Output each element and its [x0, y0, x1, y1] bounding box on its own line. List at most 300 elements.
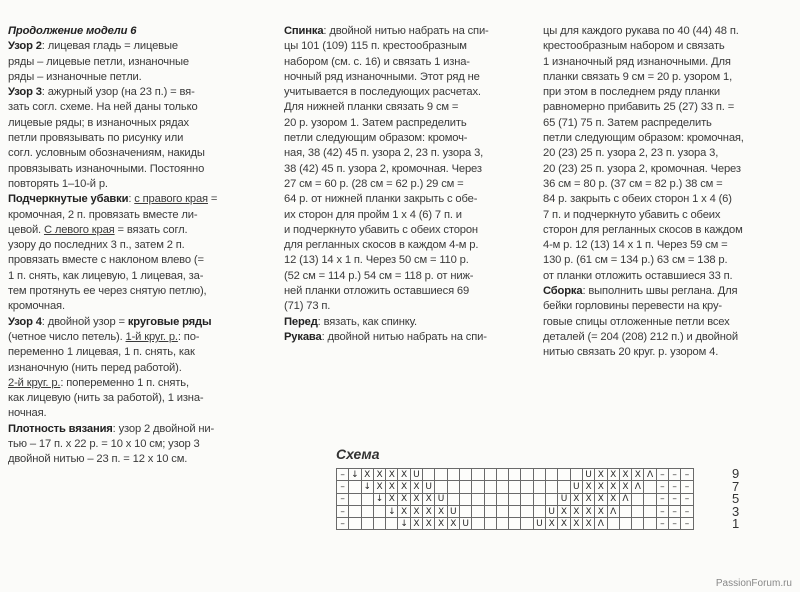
scheme-cell [509, 518, 521, 530]
text-line [284, 223, 530, 238]
scheme-cell: X [373, 481, 385, 493]
scheme-cell: – [656, 505, 668, 517]
scheme-cell [570, 469, 582, 481]
scheme-cell [632, 493, 644, 505]
text-segment: цевой. [8, 223, 44, 236]
text-line [284, 315, 530, 330]
scheme-cell: – [681, 505, 693, 517]
text-segment: 36 см = 80 р. (37 см = 82 р.) 38 см = [543, 177, 723, 190]
text-segment: 4-м р. 12 (13) 14 х 1 п. Через 59 см = [543, 239, 728, 252]
scheme-cell [533, 505, 545, 517]
scheme-cell: – [669, 481, 681, 493]
scheme-cell: ⴷ [632, 481, 644, 493]
scheme-cell [509, 493, 521, 505]
text-segment: Рукава [284, 330, 322, 343]
scheme-cell [447, 493, 459, 505]
text-line [284, 208, 530, 223]
scheme-cell: U [533, 518, 545, 530]
text-line [8, 406, 270, 421]
text-segment: 20 (23) 25 п. узора 2, кромочная. Через [543, 162, 741, 175]
scheme-cell [435, 481, 447, 493]
scheme-cell: ↓ [386, 505, 398, 517]
text-segment: тем протянуть ее через снятую петлю), [8, 285, 207, 298]
scheme-cell: – [681, 493, 693, 505]
scheme-cell [459, 481, 471, 493]
scheme-cell: X [619, 481, 631, 493]
text-segment: бейки горловины перевести на кру- [543, 300, 723, 313]
text-segment: 1-й круг. р. [125, 330, 178, 343]
scheme-cell: – [337, 518, 349, 530]
scheme-cell [484, 505, 496, 517]
scheme-cell [361, 505, 373, 517]
text-segment: изнаночную (нить перед работой). [8, 361, 182, 374]
scheme-cell: X [435, 518, 447, 530]
text-segment: = [207, 193, 218, 206]
scheme-cell [484, 481, 496, 493]
scheme-cell: – [681, 469, 693, 481]
scheme-cell [546, 481, 558, 493]
scheme-cell [435, 469, 447, 481]
scheme-cell: – [681, 481, 693, 493]
scheme-cell [373, 505, 385, 517]
text-segment: : узор 2 двойной ни- [112, 422, 215, 435]
text-segment: 65 (71) 75 п. Затем распределить [543, 116, 712, 129]
text-segment: сторон для регланных скосов в каждом [543, 223, 743, 236]
scheme-cell [361, 493, 373, 505]
scheme-row-label: 7 [732, 478, 740, 494]
text-segment: 1 п. снять, как лицевую, 1 лицевая, за- [8, 269, 204, 282]
scheme-cell [459, 493, 471, 505]
text-segment: круговые ряды [127, 315, 212, 328]
scheme-cell [472, 481, 484, 493]
scheme-cell: X [632, 469, 644, 481]
text-segment: 64 р. от нижней планки закрыть с обе- [284, 193, 478, 206]
text-segment: крестообразным набором и связать [543, 40, 725, 53]
scheme-cell [521, 481, 533, 493]
text-line [543, 24, 793, 39]
scheme-cell [546, 469, 558, 481]
scheme-cell [644, 481, 656, 493]
text-segment: 1 изнаночный ряд изнаночными. Для [543, 55, 731, 68]
text-line [543, 284, 793, 299]
scheme-cell: – [337, 469, 349, 481]
text-line [543, 100, 793, 115]
text-segment: их сторон для пройм 1 х 4 (6) 7 п. и [284, 208, 462, 221]
text-line [8, 131, 270, 146]
text-segment: : двойной нитью набрать на спи- [321, 330, 487, 343]
scheme-cell: X [570, 518, 582, 530]
text-line [543, 330, 793, 345]
scheme-cell: – [656, 518, 668, 530]
scheme-cell: X [607, 469, 619, 481]
text-line [284, 284, 530, 299]
text-segment: 7 п. и подчеркнуто убавить с обеих [543, 208, 721, 221]
text-segment: : [128, 193, 135, 206]
scheme-cell: ↓ [398, 518, 410, 530]
scheme-cell [423, 469, 435, 481]
scheme-cell: X [582, 493, 594, 505]
scheme-cell [521, 518, 533, 530]
text-segment: 20 р. узором 1. Затем распределить [284, 116, 467, 129]
text-line [8, 208, 270, 223]
text-line [284, 55, 530, 70]
text-line [8, 177, 270, 192]
text-segment: планки связать 9 см = 20 р. узором 1, [543, 70, 733, 83]
text-segment: деталей (= 204 (208) 212 п.) и двойной [543, 330, 738, 343]
scheme-row-label: 5 [732, 491, 740, 507]
text-segment: нитью связать 20 круг. р. узором 4. [543, 346, 719, 359]
text-line [284, 192, 530, 207]
text-line [8, 70, 270, 85]
scheme-cell: U [546, 505, 558, 517]
text-line [543, 208, 793, 223]
text-segment: Плотность вязания [8, 422, 113, 435]
scheme-cell: U [423, 481, 435, 493]
scheme-cell: X [398, 493, 410, 505]
scheme-cell: X [410, 481, 422, 493]
text-segment: 20 (23) 25 п. узора 2, 23 п. узора 3, [543, 147, 719, 160]
scheme-cell [447, 469, 459, 481]
scheme-cell [496, 481, 508, 493]
text-line [284, 146, 530, 161]
text-line [284, 162, 530, 177]
scheme-cell: X [410, 518, 422, 530]
text-line [8, 192, 270, 207]
text-line [8, 361, 270, 376]
scheme-cell [632, 518, 644, 530]
text-line [8, 253, 270, 268]
text-line [543, 299, 793, 314]
scheme-cell: – [337, 493, 349, 505]
text-segment: как лицевую (нить за работой), 1 изна- [8, 392, 204, 405]
scheme-cell: X [423, 493, 435, 505]
text-segment: тью – 17 п. х 22 р. = 10 х 10 см; узор 3 [8, 438, 200, 451]
scheme-cell: – [681, 518, 693, 530]
text-line [284, 100, 530, 115]
scheme-cell [373, 518, 385, 530]
scheme-cell: X [361, 469, 373, 481]
text-segment: кромочная, 2 п. провязать вместе ли- [8, 208, 198, 221]
text-segment: ночная. [8, 407, 47, 420]
text-segment: : ажурный узор (на 23 п.) = вя- [41, 86, 195, 99]
text-segment: кромочная. [8, 300, 65, 313]
scheme-cell: U [570, 481, 582, 493]
text-segment: ная, 38 (42) 45 п. узора 2, 23 п. узора 3, [284, 147, 484, 160]
text-segment: ночный ряд изнаночными. Этот ряд не [284, 70, 480, 83]
text-segment: с правого края [134, 193, 208, 206]
scheme-cell [533, 493, 545, 505]
text-segment: Перед [284, 315, 318, 328]
text-segment: учитывается в последующих расчетах. [284, 86, 481, 99]
text-line [543, 315, 793, 330]
scheme-cell: U [410, 469, 422, 481]
text-segment: С левого края [43, 223, 115, 236]
text-column-3 [543, 24, 793, 361]
scheme-cell: X [570, 493, 582, 505]
text-line [284, 116, 530, 131]
scheme-cell [349, 505, 361, 517]
scheme-cell: X [558, 518, 570, 530]
scheme-cell: – [669, 518, 681, 530]
scheme-cell [472, 518, 484, 530]
scheme-cell: X [595, 505, 607, 517]
text-line [284, 85, 530, 100]
text-segment: Спинка [284, 25, 324, 37]
text-segment: лицевые ряды; в изнаночных рядах [8, 116, 189, 129]
scheme-cell [496, 518, 508, 530]
scheme-cell: X [410, 493, 422, 505]
scheme-cell: ⴷ [644, 469, 656, 481]
scheme-cell: X [595, 493, 607, 505]
text-segment: провязывать изнаночными. Постоянно [8, 162, 205, 175]
text-line [8, 437, 270, 452]
text-line [543, 116, 793, 131]
text-line [8, 24, 270, 39]
scheme-cell: X [607, 481, 619, 493]
scheme-row-label: 1 [732, 516, 740, 532]
scheme-cell [521, 505, 533, 517]
text-segment: двойной нитью – 23 п. = 12 х 10 см. [8, 453, 188, 466]
text-segment: согл. условным обозначениям, накиды [8, 147, 205, 160]
text-line [543, 177, 793, 192]
text-segment: набором (см. с. 16) и связать 1 изна- [284, 55, 470, 68]
text-column-1 [8, 24, 270, 468]
text-line [284, 177, 530, 192]
scheme-cell: X [570, 505, 582, 517]
scheme-cell [361, 518, 373, 530]
scheme-cell [509, 469, 521, 481]
scheme-cell [644, 518, 656, 530]
scheme-row-labels [732, 468, 739, 531]
text-segment: 12 (13) 14 х 1 п. Через 50 см = 110 р. [284, 254, 469, 267]
scheme-cell: X [582, 518, 594, 530]
scheme-cell [644, 505, 656, 517]
text-segment: Узор 4 [8, 315, 42, 328]
scheme-cell [558, 469, 570, 481]
text-segment: петли следующим образом: кромоч- [284, 132, 468, 145]
text-segment: петли провязывать по рисунку или [8, 132, 184, 145]
scheme-cell: X [595, 481, 607, 493]
text-line [8, 162, 270, 177]
text-segment: : по- [177, 330, 200, 343]
text-segment: 130 р. (61 см = 134 р.) 63 см = 138 р. [543, 254, 728, 267]
scheme-cell: X [398, 481, 410, 493]
text-segment: говые спицы отложенные петли всех [543, 315, 730, 328]
text-line [543, 39, 793, 54]
scheme-cell: X [582, 481, 594, 493]
text-segment: : попеременно 1 п. снять, [60, 376, 189, 389]
scheme-cell: – [337, 481, 349, 493]
text-line [284, 39, 530, 54]
text-segment: цы 101 (109) 115 п. крестообразным [284, 40, 467, 53]
scheme-cell [447, 481, 459, 493]
text-segment: ряды – изнаночные петли. [8, 70, 142, 83]
scheme-cell [607, 518, 619, 530]
text-column-2 [284, 24, 530, 345]
scheme-cell: – [656, 493, 668, 505]
text-segment: : лицевая гладь = лицевые [41, 40, 178, 53]
text-segment: повторять 1–10-й р. [8, 177, 108, 190]
text-line [543, 70, 793, 85]
scheme-grid [336, 468, 694, 530]
scheme-cell: X [607, 493, 619, 505]
scheme-cell [496, 469, 508, 481]
scheme-row [337, 469, 694, 481]
text-segment: от планки отложить оставшиеся 33 п. [543, 269, 733, 282]
scheme-cell [386, 518, 398, 530]
text-line [284, 299, 530, 314]
text-line [543, 223, 793, 238]
scheme-cell: U [459, 518, 471, 530]
text-segment: Узор 2 [8, 40, 42, 53]
text-segment: Для нижней планки связать 9 см = [284, 101, 459, 114]
scheme-cell: X [386, 493, 398, 505]
scheme-cell: X [373, 469, 385, 481]
text-segment: 2-й круг. р. [8, 376, 61, 389]
scheme-cell [349, 481, 361, 493]
scheme-cell: X [558, 505, 570, 517]
text-segment: Подчеркнутые убавки [8, 193, 129, 206]
text-segment: зать согл. схеме. На ней даны только [8, 101, 198, 114]
text-line [543, 192, 793, 207]
scheme-cell: U [447, 505, 459, 517]
scheme-title: Схема [336, 446, 380, 462]
text-line [8, 39, 270, 54]
scheme-cell [533, 481, 545, 493]
text-segment: узору до последних 3 п., затем 2 п. [8, 239, 185, 252]
text-segment: ряды – лицевые петли, изнаночные [8, 55, 189, 68]
text-line [284, 131, 530, 146]
scheme-cell: X [447, 518, 459, 530]
text-line [8, 55, 270, 70]
scheme-cell: X [595, 469, 607, 481]
text-line [8, 422, 270, 437]
scheme-cell [484, 493, 496, 505]
scheme-cell: – [669, 493, 681, 505]
scheme-cell: X [410, 505, 422, 517]
text-segment: переменно 1 лицевая, 1 п. снять, как [8, 346, 195, 359]
text-segment: (52 см = 114 р.) 54 см = 118 р. от ниж- [284, 269, 474, 282]
text-line [8, 146, 270, 161]
text-line [543, 269, 793, 284]
scheme-cell [472, 469, 484, 481]
text-line [284, 24, 530, 39]
text-line [284, 253, 530, 268]
scheme-cell [509, 505, 521, 517]
scheme-cell: X [386, 481, 398, 493]
text-segment: (71) 73 п. [284, 300, 331, 313]
text-line [8, 376, 270, 391]
scheme-cell: X [619, 469, 631, 481]
text-segment: петли следующим образом: кромочная, [543, 132, 744, 145]
scheme-cell: ↓ [373, 493, 385, 505]
text-segment: Сборка [543, 285, 583, 298]
scheme-cell: U [582, 469, 594, 481]
text-segment: : двойной нитью набрать на спи- [323, 25, 489, 37]
scheme-cell: X [435, 505, 447, 517]
scheme-row [337, 493, 694, 505]
text-segment: Узор 3 [8, 86, 42, 99]
scheme-cell [459, 469, 471, 481]
text-segment: Продолжение модели 6 [8, 25, 137, 37]
scheme-cell [484, 518, 496, 530]
scheme-cell [349, 493, 361, 505]
scheme-cell [546, 493, 558, 505]
scheme-row-label: 3 [732, 503, 740, 519]
scheme-cell: U [558, 493, 570, 505]
watermark: PassionForum.ru [715, 578, 792, 589]
text-line [8, 452, 270, 467]
scheme-row [337, 505, 694, 517]
scheme-row [337, 481, 694, 493]
text-line [543, 85, 793, 100]
text-line [8, 223, 270, 238]
scheme-cell: X [546, 518, 558, 530]
text-segment: равномерно прибавить 25 (27) 33 п. = [543, 101, 735, 114]
text-segment: ней планки отложить оставшиеся 69 [284, 285, 470, 298]
text-line [284, 269, 530, 284]
scheme-cell [509, 481, 521, 493]
scheme-cell [484, 469, 496, 481]
text-line [543, 146, 793, 161]
scheme-cell: X [398, 505, 410, 517]
text-line [543, 131, 793, 146]
scheme-cell [349, 518, 361, 530]
text-line [8, 284, 270, 299]
scheme-cell [632, 505, 644, 517]
text-segment: для регланных скосов в каждом 4-м р. [284, 239, 479, 252]
scheme-cell: X [582, 505, 594, 517]
text-segment: провязать вместе с наклоном влево (= [8, 254, 204, 267]
text-line [8, 315, 270, 330]
text-line [543, 238, 793, 253]
text-line [284, 70, 530, 85]
text-line [8, 345, 270, 360]
scheme-cell [533, 469, 545, 481]
scheme-cell: X [386, 469, 398, 481]
text-segment: : выполнить швы реглана. Для [582, 285, 738, 298]
text-segment: и подчеркнуто убавить с обеих сторон [284, 223, 478, 236]
text-line [8, 330, 270, 345]
scheme-row-label: 9 [732, 466, 740, 481]
scheme-cell: – [669, 469, 681, 481]
scheme-cell [521, 493, 533, 505]
text-line [8, 238, 270, 253]
text-line [8, 269, 270, 284]
text-line [8, 85, 270, 100]
scheme-cell: ↓ [361, 481, 373, 493]
scheme-cell: ⴷ [595, 518, 607, 530]
scheme-cell: – [656, 481, 668, 493]
scheme-cell: U [435, 493, 447, 505]
text-line [284, 330, 530, 345]
knitting-scheme [336, 446, 756, 556]
text-line [8, 116, 270, 131]
scheme-cell [521, 469, 533, 481]
scheme-cell: X [423, 518, 435, 530]
text-segment: цы для каждого рукава по 40 (44) 48 п. [543, 25, 739, 37]
scheme-cell [459, 505, 471, 517]
text-line [543, 253, 793, 268]
scheme-cell [619, 505, 631, 517]
scheme-cell: ⴷ [607, 505, 619, 517]
scheme-cell [558, 481, 570, 493]
text-segment: : вязать, как спинку. [317, 315, 417, 328]
text-line [284, 238, 530, 253]
scheme-cell [496, 505, 508, 517]
text-segment: 84 р. закрыть с обеих сторон 1 х 4 (6) [543, 193, 732, 206]
scheme-cell [472, 505, 484, 517]
